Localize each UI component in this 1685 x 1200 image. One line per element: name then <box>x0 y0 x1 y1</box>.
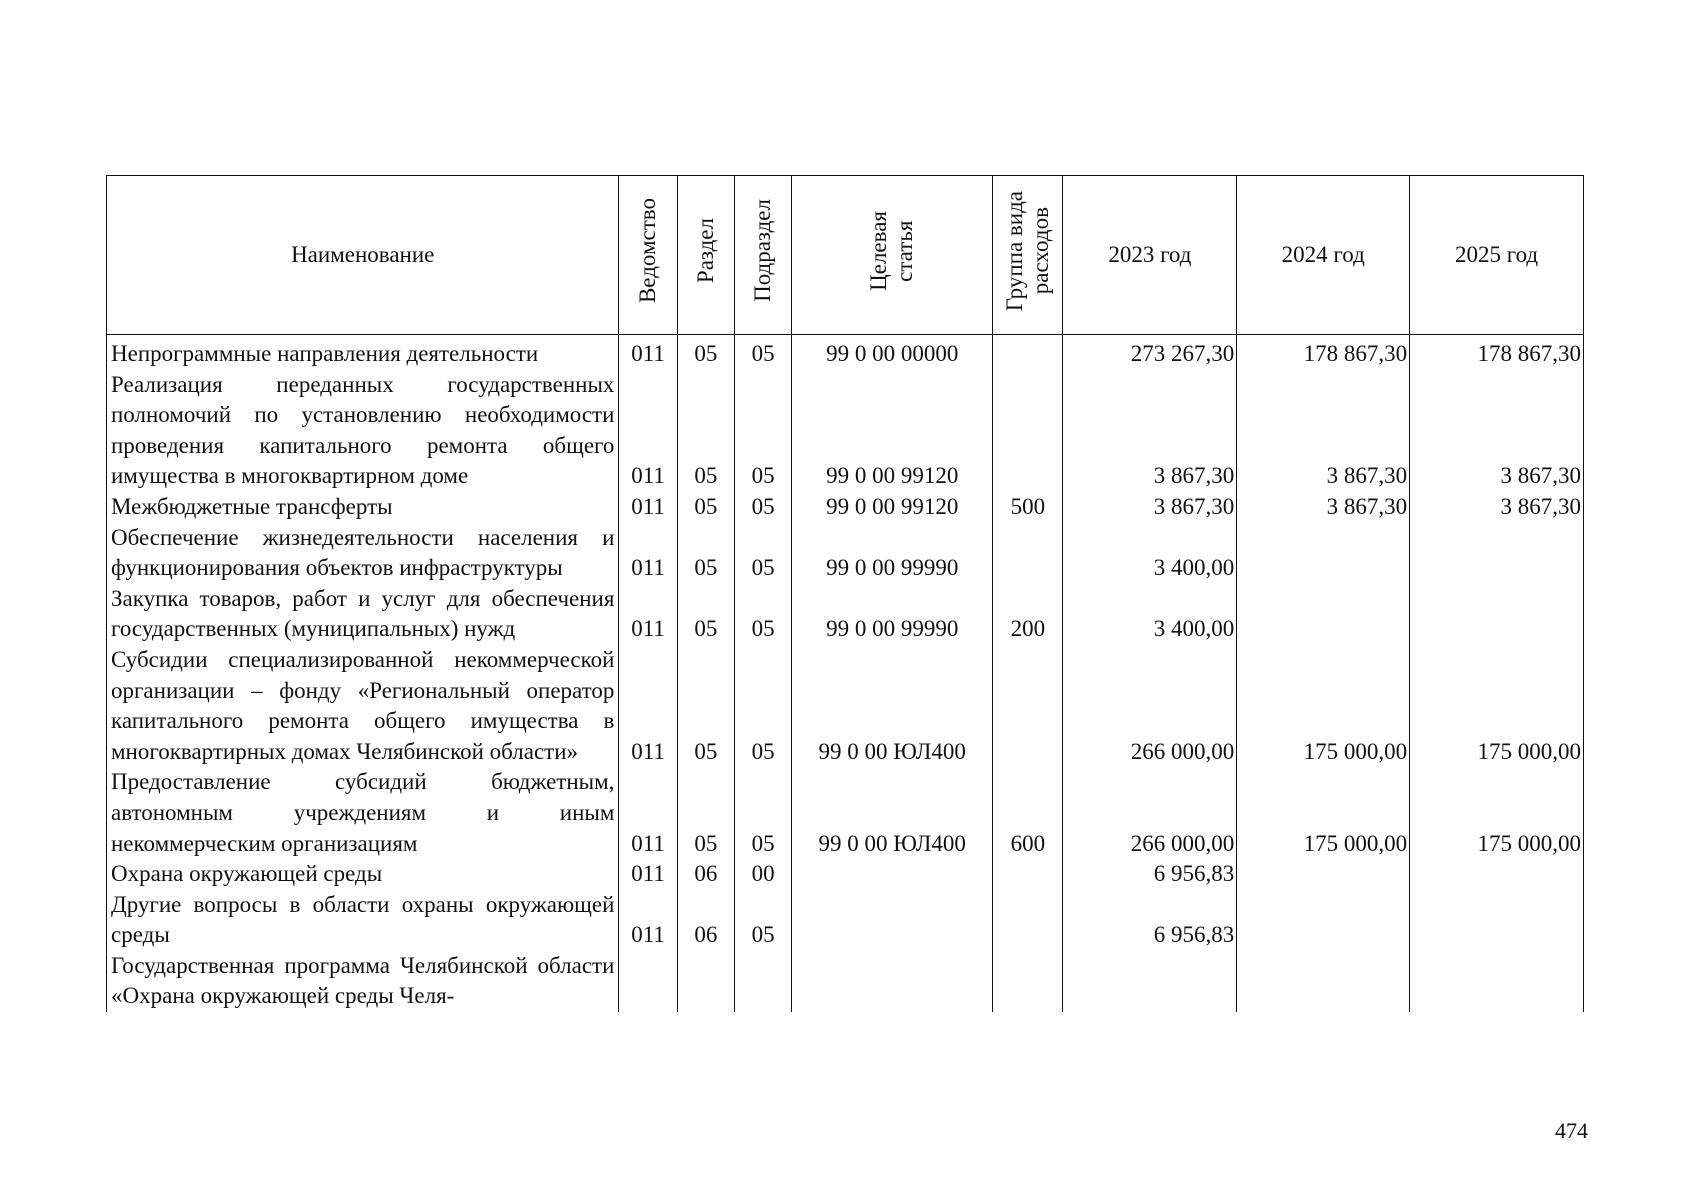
row-vedomstvo: 011 <box>619 370 677 492</box>
row-podrazdel: 05 <box>734 492 791 523</box>
row-2023: 273 267,30 <box>1063 335 1237 370</box>
header-celevaya-cell <box>792 176 993 335</box>
row-name: Другие вопросы в области охраны окружающей среды <box>107 890 619 951</box>
table-header <box>107 176 1584 335</box>
row-2025: 3 867,30 <box>1410 492 1584 523</box>
table-row <box>107 890 1584 951</box>
row-celevaya: 99 0 00 ЮЛ400 <box>792 645 993 767</box>
row-vedomstvo: 011 <box>619 859 677 890</box>
row-2024 <box>1237 951 1410 1012</box>
header-podrazdel-cell <box>734 176 791 335</box>
table-row <box>107 370 1584 492</box>
row-gruppa <box>993 859 1063 890</box>
row-2024: 3 867,30 <box>1237 492 1410 523</box>
row-gruppa <box>993 645 1063 767</box>
row-2023: 266 000,00 <box>1063 645 1237 767</box>
row-vedomstvo: 011 <box>619 492 677 523</box>
row-name: Межбюджетные трансферты <box>107 492 619 523</box>
row-2023: 3 400,00 <box>1063 584 1237 645</box>
row-podrazdel: 05 <box>734 645 791 767</box>
row-podrazdel: 05 <box>734 767 791 859</box>
header-celevaya: Целевая статья <box>866 210 918 291</box>
row-vedomstvo: 011 <box>619 890 677 951</box>
row-celevaya: 99 0 00 99120 <box>792 370 993 492</box>
page-number: 474 <box>1555 1118 1588 1143</box>
row-2024: 178 867,30 <box>1237 335 1410 370</box>
row-razdel: 05 <box>677 335 734 370</box>
header-razdel: Раздел <box>692 218 718 284</box>
row-2023: 3 867,30 <box>1063 370 1237 492</box>
row-name: Государственная программа Челябинской области «Охрана окружающей среды Челя- <box>107 951 619 1012</box>
header-2023: 2023 год <box>1063 176 1237 335</box>
row-gruppa <box>993 951 1063 1012</box>
row-podrazdel: 00 <box>734 859 791 890</box>
row-2023: 6 956,83 <box>1063 859 1237 890</box>
row-celevaya: 99 0 00 ЮЛ400 <box>792 767 993 859</box>
table-row <box>107 584 1584 645</box>
row-vedomstvo: 011 <box>619 584 677 645</box>
row-celevaya: 99 0 00 99990 <box>792 584 993 645</box>
row-2025: 175 000,00 <box>1410 645 1584 767</box>
row-2024: 175 000,00 <box>1237 767 1410 859</box>
row-celevaya: 99 0 00 00000 <box>792 335 993 370</box>
row-2024 <box>1237 859 1410 890</box>
row-podrazdel <box>734 951 791 1012</box>
header-podrazdel: Подраздел <box>750 199 776 303</box>
table-row <box>107 859 1584 890</box>
row-podrazdel: 05 <box>734 890 791 951</box>
table-row <box>107 645 1584 767</box>
table-row <box>107 335 1584 370</box>
row-razdel: 05 <box>677 523 734 584</box>
row-celevaya <box>792 890 993 951</box>
row-gruppa: 600 <box>993 767 1063 859</box>
row-2025: 178 867,30 <box>1410 335 1584 370</box>
row-2025 <box>1410 584 1584 645</box>
table-row <box>107 492 1584 523</box>
row-2025: 175 000,00 <box>1410 767 1584 859</box>
row-razdel: 05 <box>677 492 734 523</box>
row-vedomstvo: 011 <box>619 335 677 370</box>
row-vedomstvo: 011 <box>619 767 677 859</box>
header-2024: 2024 год <box>1237 176 1410 335</box>
header-2025: 2025 год <box>1410 176 1584 335</box>
row-2025 <box>1410 951 1584 1012</box>
table-body <box>107 335 1584 1013</box>
budget-table <box>106 175 1584 1012</box>
row-podrazdel: 05 <box>734 584 791 645</box>
table-row <box>107 951 1584 1012</box>
row-gruppa <box>993 335 1063 370</box>
row-name: Охрана окружающей среды <box>107 859 619 890</box>
row-2024: 175 000,00 <box>1237 645 1410 767</box>
row-razdel <box>677 951 734 1012</box>
row-gruppa: 200 <box>993 584 1063 645</box>
row-2025 <box>1410 859 1584 890</box>
row-2023: 266 000,00 <box>1063 767 1237 859</box>
row-name: Непрограммные направления деятельности <box>107 335 619 370</box>
row-celevaya: 99 0 00 99120 <box>792 492 993 523</box>
row-name: Реализация переданных государственных полномочий по установлению необходимости проведения капитального ремонта общего имущества в многоквартирном доме <box>107 370 619 492</box>
row-gruppa: 500 <box>993 492 1063 523</box>
row-2023 <box>1063 951 1237 1012</box>
row-2024: 3 867,30 <box>1237 370 1410 492</box>
row-podrazdel: 05 <box>734 523 791 584</box>
header-vedomstvo: Ведомство <box>635 198 661 304</box>
row-podrazdel: 05 <box>734 370 791 492</box>
header-gruppa-cell <box>993 176 1063 335</box>
row-celevaya: 99 0 00 99990 <box>792 523 993 584</box>
table-row <box>107 523 1584 584</box>
row-celevaya <box>792 951 993 1012</box>
header-name: Наименование <box>107 176 619 335</box>
row-podrazdel: 05 <box>734 335 791 370</box>
row-2023: 3 867,30 <box>1063 492 1237 523</box>
row-vedomstvo <box>619 951 677 1012</box>
header-razdel-cell <box>677 176 734 335</box>
row-2023: 3 400,00 <box>1063 523 1237 584</box>
row-razdel: 05 <box>677 584 734 645</box>
row-2024 <box>1237 584 1410 645</box>
row-name: Обеспечение жизнедеятельности населения и функционирования объектов инфраструктуры <box>107 523 619 584</box>
row-razdel: 05 <box>677 370 734 492</box>
row-2024 <box>1237 523 1410 584</box>
row-gruppa <box>993 523 1063 584</box>
row-name: Закупка товаров, работ и услуг для обеспечения государственных (муниципальных) нужд <box>107 584 619 645</box>
header-vedomstvo-cell <box>619 176 677 335</box>
row-razdel: 06 <box>677 890 734 951</box>
row-2025 <box>1410 523 1584 584</box>
row-celevaya <box>792 859 993 890</box>
row-2025: 3 867,30 <box>1410 370 1584 492</box>
row-razdel: 05 <box>677 767 734 859</box>
row-name: Субсидии специализированной некоммерческой организации – фонду «Региональный оператор капитального ремонта общего имущества в многоквартирных домах Челябинской области» <box>107 645 619 767</box>
row-name: Предоставление субсидий бюджетным, автономным учреждениям и иным некоммерческим организациям <box>107 767 619 859</box>
header-gruppa: Группа вида расходов <box>1001 190 1053 311</box>
row-vedomstvo: 011 <box>619 645 677 767</box>
row-vedomstvo: 011 <box>619 523 677 584</box>
table-row <box>107 767 1584 859</box>
row-gruppa <box>993 370 1063 492</box>
row-2023: 6 956,83 <box>1063 890 1237 951</box>
row-razdel: 06 <box>677 859 734 890</box>
row-razdel: 05 <box>677 645 734 767</box>
row-gruppa <box>993 890 1063 951</box>
row-2025 <box>1410 890 1584 951</box>
row-2024 <box>1237 890 1410 951</box>
